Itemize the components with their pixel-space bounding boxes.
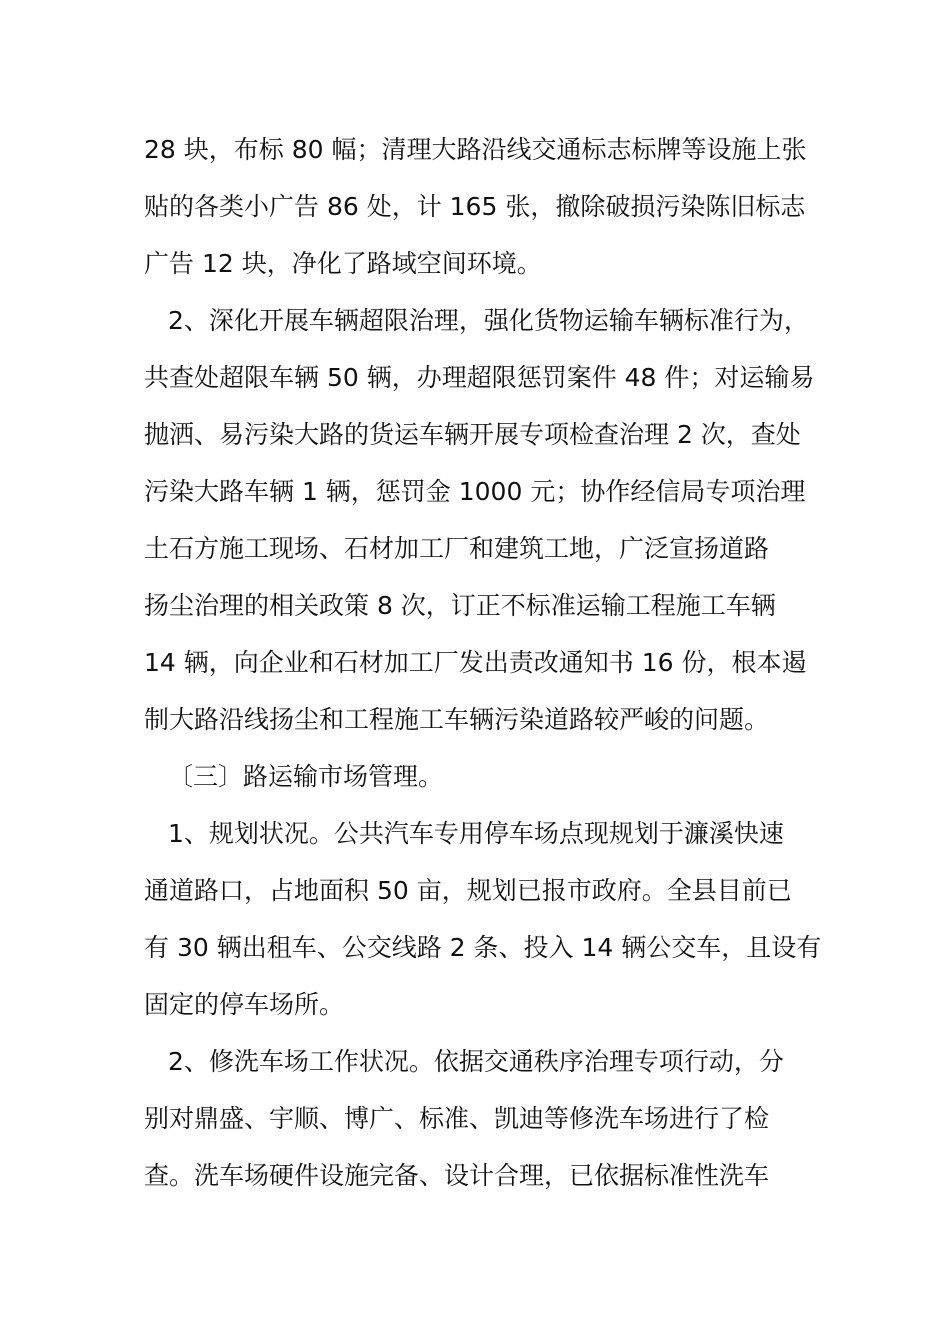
text-line-5: 共查处超限车辆 50 辆，办理超限惩罚案件 48 件；对运输易 [144,363,815,392]
text-line-6: 抛洒、易污染大路的货运车辆开展专项检查治理 2 次，查处 [144,420,801,449]
text-line-17: 2、修洗车场工作状况。依据交通秩序治理专项行动，分 [168,1047,784,1076]
text-line-4: 2、深化开展车辆超限治理，强化货物运输车辆标准行为， [168,306,809,335]
text-line-19: 查。洗车场硬件设施完备、设计合理，已依据标准性洗车 [144,1161,770,1190]
text-line-2: 贴的各类小广告 86 处，计 165 张，撤除破损污染陈旧标志 [144,192,806,221]
text-line-7: 污染大路车辆 1 辆，惩罚金 1000 元；协作经信局专项治理 [144,477,806,506]
section-heading: 〔三〕路运输市场管理。 [168,762,444,791]
text-line-3: 广告 12 块，净化了路域空间环境。 [144,249,542,278]
text-line-15: 有 30 辆出租车、公交线路 2 条、投入 14 辆公交车，且设有 [144,933,822,962]
text-line-16: 固定的停车场所。 [144,990,345,1019]
text-line-14: 通道路口，占地面积 50 亩，规划已报市政府。全县目前已 [144,876,792,905]
text-line-18: 别对鼎盛、宇顺、博广、标准、凯迪等修洗车场进行了检 [144,1104,770,1133]
text-line-10: 14 辆，向企业和石材加工厂发出责改通知书 16 份，根本遏 [144,648,807,677]
text-line-11: 制大路沿线扬尘和工程施工车辆污染道路较严峻的问题。 [144,705,770,734]
text-line-9: 扬尘治理的相关政策 8 次，订正不标准运输工程施工车辆 [144,591,776,620]
text-line-13: 1、规划状况。公共汽车专用停车场点现规划于濂溪快速 [168,819,784,848]
text-line-8: 土石方施工现场、石材加工厂和建筑工地，广泛宣扬道路 [144,534,770,563]
text-line-1: 28 块，布标 80 幅；清理大路沿线交通标志标牌等设施上张 [144,135,807,164]
